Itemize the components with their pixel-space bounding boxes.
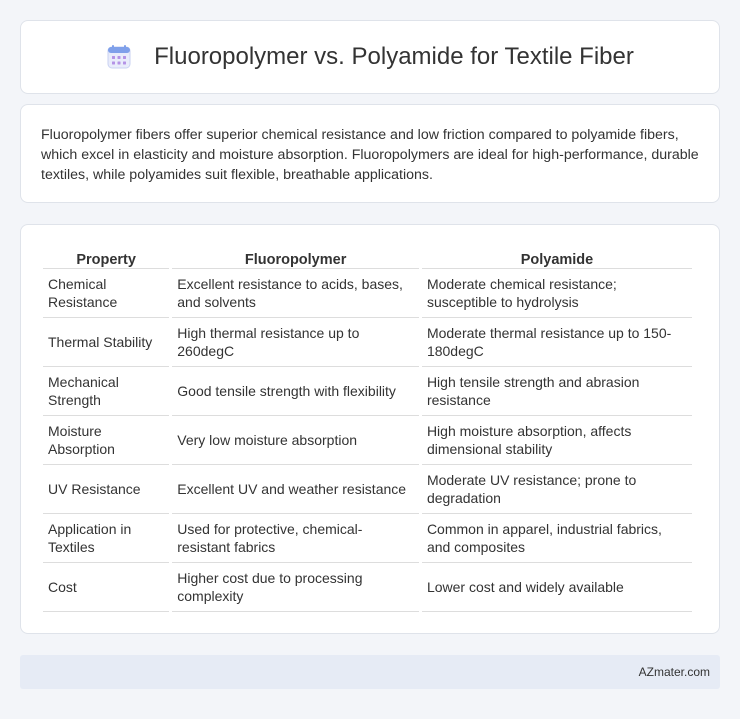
polyamide-cell: Moderate UV resistance; prone to degradation xyxy=(422,465,692,514)
table-row xyxy=(43,367,692,416)
fluoropolymer-cell: Excellent resistance to acids, bases, and solvents xyxy=(172,269,419,318)
polyamide-cell: High tensile strength and abrasion resistance xyxy=(422,367,692,416)
property-cell: UV Resistance xyxy=(43,465,169,514)
property-cell: Application in Textiles xyxy=(43,514,169,563)
polyamide-cell: High moisture absorption, affects dimensional stability xyxy=(422,416,692,465)
fluoropolymer-cell: Used for protective, chemical-resistant fabrics xyxy=(172,514,419,563)
property-cell: Mechanical Strength xyxy=(43,367,169,416)
summary-card xyxy=(20,104,720,203)
table-row xyxy=(43,269,692,318)
page-title: Fluoropolymer vs. Polyamide for Textile Fiber xyxy=(154,43,634,70)
comparison-table-card xyxy=(20,224,720,634)
property-cell: Moisture Absorption xyxy=(43,416,169,465)
fluoropolymer-cell: Very low moisture absorption xyxy=(172,416,419,465)
table-body xyxy=(43,269,692,612)
footer xyxy=(20,655,720,689)
table-header-row xyxy=(43,247,692,269)
polyamide-cell: Moderate thermal resistance up to 150-180degC xyxy=(422,318,692,367)
fluoropolymer-cell: Higher cost due to processing complexity xyxy=(172,563,419,612)
comparison-table xyxy=(40,247,695,612)
footer-brand: AZmater.com xyxy=(638,665,710,679)
table-row xyxy=(43,416,692,465)
table-row xyxy=(43,318,692,367)
fluoropolymer-cell: Excellent UV and weather resistance xyxy=(172,465,419,514)
fluoropolymer-cell: High thermal resistance up to 260degC xyxy=(172,318,419,367)
table-row xyxy=(43,563,692,612)
calendar-icon xyxy=(106,44,132,70)
title-card xyxy=(20,20,720,94)
property-cell: Chemical Resistance xyxy=(43,269,169,318)
column-header-property: Property xyxy=(43,247,169,269)
table-row xyxy=(43,465,692,514)
fluoropolymer-cell: Good tensile strength with flexibility xyxy=(172,367,419,416)
polyamide-cell: Moderate chemical resistance; susceptible to hydrolysis xyxy=(422,269,692,318)
table-row xyxy=(43,514,692,563)
property-cell: Cost xyxy=(43,563,169,612)
polyamide-cell: Common in apparel, industrial fabrics, and composites xyxy=(422,514,692,563)
column-header-fluoropolymer: Fluoropolymer xyxy=(172,247,419,269)
column-header-polyamide: Polyamide xyxy=(422,247,692,269)
polyamide-cell: Lower cost and widely available xyxy=(422,563,692,612)
property-cell: Thermal Stability xyxy=(43,318,169,367)
summary-text: Fluoropolymer fibers offer superior chemical resistance and low friction compared to polyamide fibers, which excel in elasticity and moisture absorption. Fluoropolymers are ideal for high-performance, durable textiles, while polyamides suit flexible, breathable applications. xyxy=(41,127,699,183)
